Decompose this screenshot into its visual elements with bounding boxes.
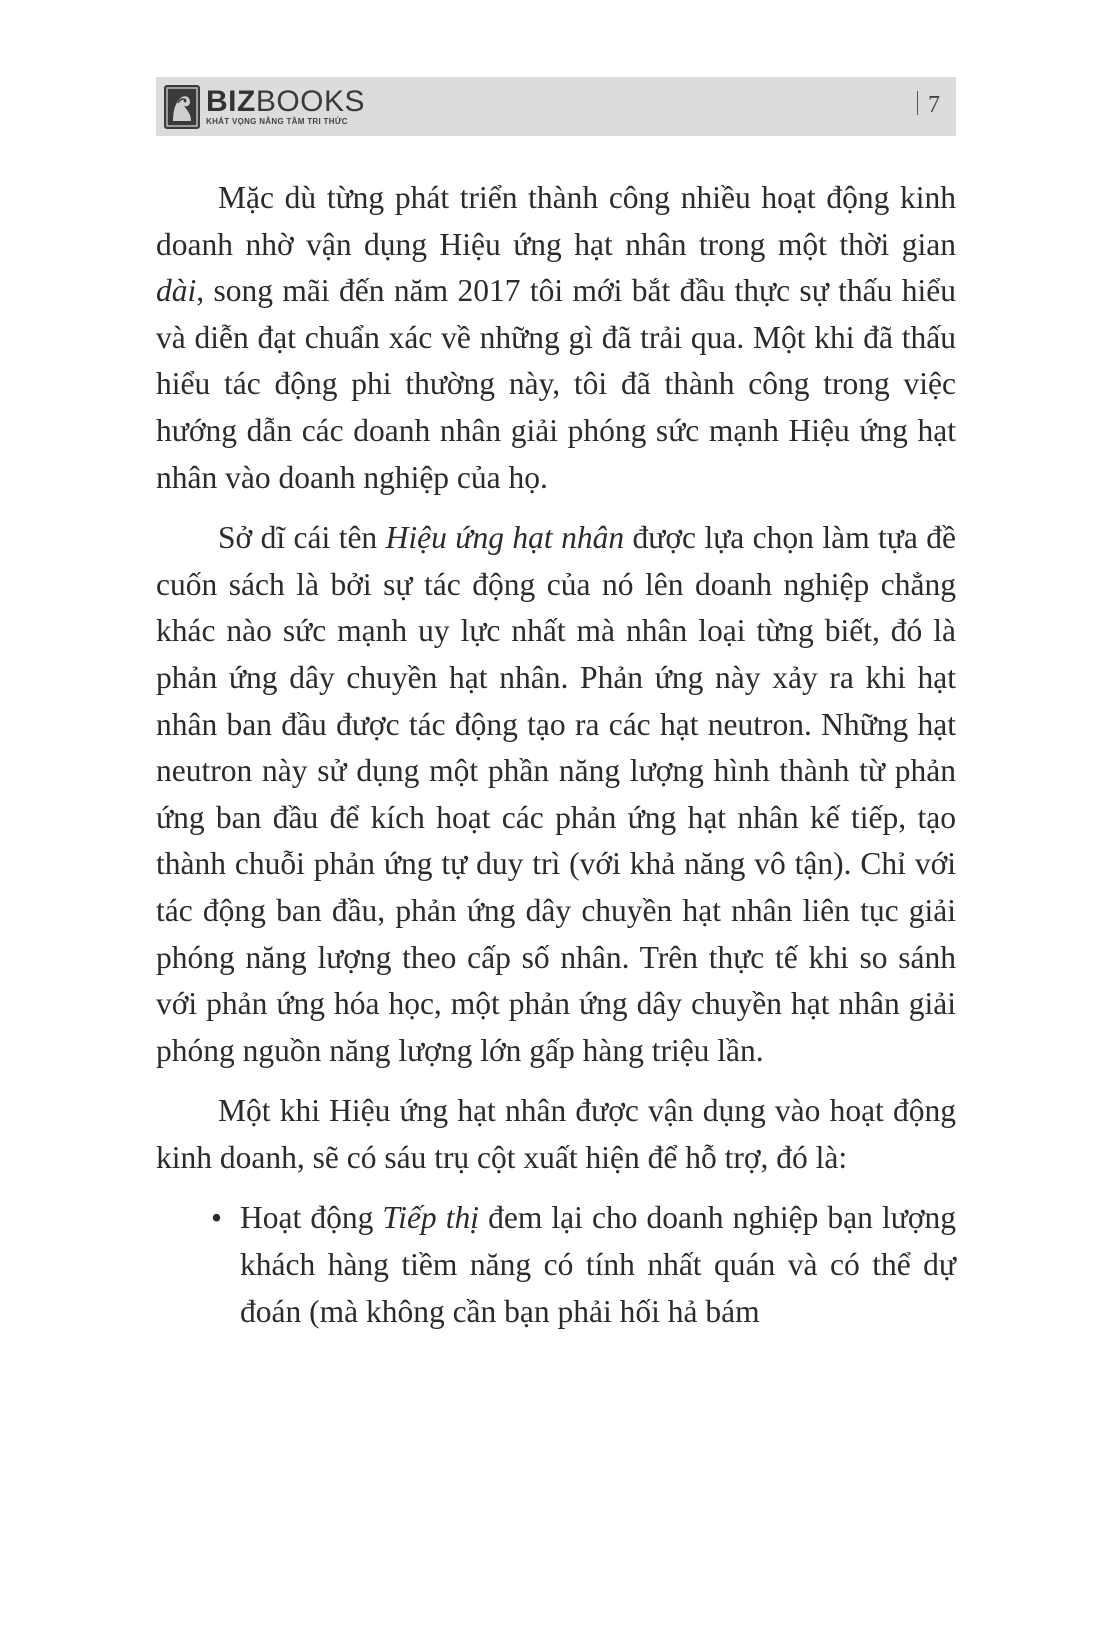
body-text [156, 175, 956, 1335]
publisher-logo [164, 83, 365, 131]
paragraph [156, 175, 956, 501]
logo-text [206, 87, 365, 127]
running-header [156, 77, 956, 136]
brand-tagline: KHÁT VỌNG NÂNG TẦM TRI THỨC [206, 117, 348, 126]
emphasized-text: Tiếp thị [382, 1200, 480, 1236]
logo-emblem-icon [164, 85, 200, 129]
page-number-separator [917, 91, 918, 115]
paragraph-text: , song mãi đến năm 2017 tôi mới bắt đầu thực sự thấu hiểu và diễn đạt chuẩn xác về những gì đã trải qua. Một khi đã thấu hiểu tác động phi thường này, tôi đã thành công trong việc hướng dẫn các doanh nhân giải phóng sức mạnh Hiệu ứng hạt nhân vào doanh nghiệp của họ. [156, 273, 956, 495]
list-item-text: đem lại cho doanh nghiệp bạn lượng khách hàng tiềm năng có tính nhất quán và có thể dự đoán (mà không cần bạn phải hối hả bám [240, 1200, 956, 1329]
list-item-text: Hoạt động [240, 1200, 383, 1236]
paragraph-text: được lựa chọn làm tựa đề cuốn sách là bởi sự tác động của nó lên doanh nghiệp chẳng khác nào sức mạnh uy lực nhất mà nhân loại từng biết, đó là phản ứng dây chuyền hạt nhân. Phản ứng này xảy ra khi hạt nhân ban đầu được tác động tạo ra các hạt neutron. Những hạt neutron này sử dụng một phần năng lượng hình thành từ phản ứng ban đầu để kích hoạt các phản ứng hạt nhân kế tiếp, tạo thành chuỗi phản ứng tự duy trì (với khả năng vô tận). Chỉ với tác động ban đầu, phản ứng dây chuyền hạt nhân liên tục giải phóng năng lượng theo cấp số nhân. Trên thực tế khi so sánh với phản ứng hóa học, một phản ứng dây chuyền hạt nhân giải phóng nguồn năng lượng lớn gấp hàng triệu lần. [156, 520, 956, 1068]
bullet-list [156, 1195, 956, 1335]
paragraph [156, 515, 956, 1074]
emphasized-text: Hiệu ứng hạt nhân [385, 520, 625, 556]
brand-name [206, 87, 365, 117]
list-item [211, 1195, 956, 1335]
page-number-value: 7 [928, 92, 940, 118]
paragraph-text: Mặc dù từng phát triển thành công nhiều hoạt động kinh doanh nhờ vận dụng Hiệu ứng hạt nhân trong một thời gian [156, 180, 956, 262]
paragraph-text: Một khi Hiệu ứng hạt nhân được vận dụng vào hoạt động kinh doanh, sẽ có sáu trụ cột xuất hiện để hỗ trợ, đó là: [156, 1093, 956, 1175]
bullet-icon: • [211, 1200, 223, 1236]
emphasized-text: dài [156, 273, 197, 309]
brand-name-bold: BIZ [206, 85, 256, 118]
brand-name-light: BOOKS [255, 85, 366, 118]
paragraph-text: Sở dĩ cái tên [218, 520, 386, 556]
page-number [917, 89, 940, 121]
paragraph [156, 1088, 956, 1181]
